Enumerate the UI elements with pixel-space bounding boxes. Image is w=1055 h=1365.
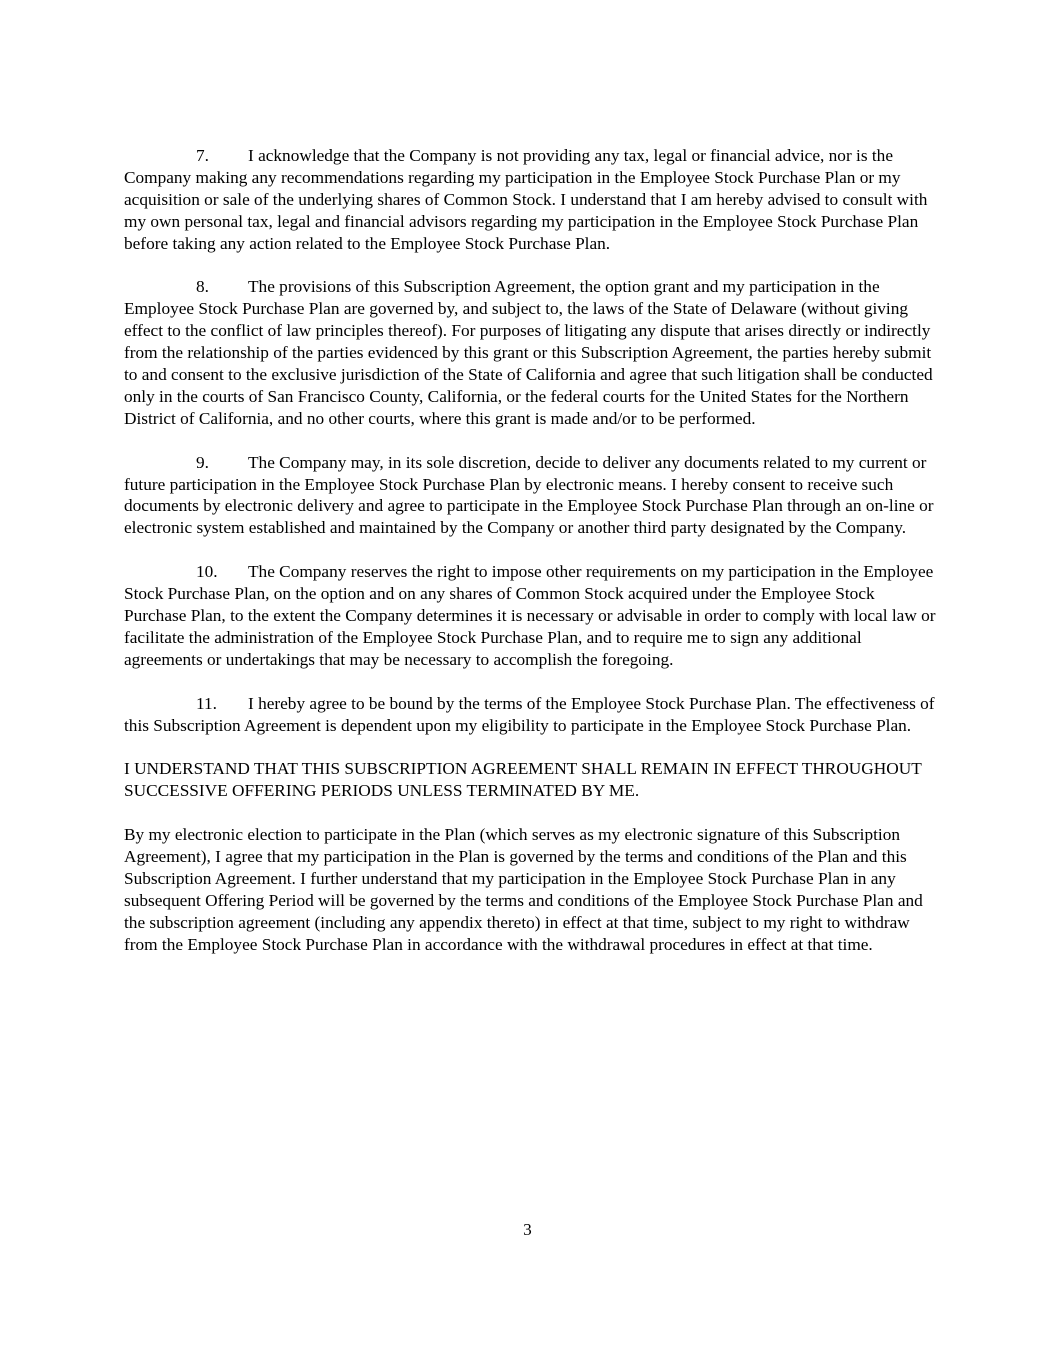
notice-paragraph: I UNDERSTAND THAT THIS SUBSCRIPTION AGREEMENT SHALL REMAIN IN EFFECT THROUGHOUT SUCCESSIVE OFFERING PERIODS UNLESS TERMINATED BY ME.: [124, 759, 922, 801]
paragraph-number: 8.: [196, 277, 209, 297]
paragraph-text: I hereby agree to be bound by the terms of the Employee Stock Purchase Plan. The effectiveness of this Subscription Agreement is dependent upon my eligibility to participate in the Employee Stock Purchase Plan.: [124, 693, 935, 735]
paragraph-number: 9.: [196, 452, 209, 472]
paragraph-text: The provisions of this Subscription Agreement, the option grant and my participation in the Employee Stock Purchase Plan are governed by, and subject to, the laws of the State of Delaware (without giving effect to the conflict of law principles thereof). For purposes of litigating any dispute that arises directly or indirectly from the relationship of the parties evidenced by this grant or this Subscription Agreement, the parties hereby submit to and consent to the exclusive jurisdiction of the State of California and agree that such litigation shall be conducted only in the courts of San Francisco County, California, or the federal courts for the United States for the Northern District of California, and no other courts, where this grant is made and/or to be performed.: [124, 277, 933, 428]
paragraph-10: [124, 561, 940, 671]
paragraph-8: [124, 276, 940, 429]
paragraph-text: The Company reserves the right to impose other requirements on my participation in the Employee Stock Purchase Plan, on the option and on any shares of Common Stock acquired under the Employee Stock Purchase Plan, to the extent the Company determines it is necessary or advisable in order to comply with local law or facilitate the administration of the Employee Stock Purchase Plan, and to require me to sign any additional agreements or undertakings that may be necessary to accomplish the foregoing.: [124, 562, 936, 669]
paragraph-11: [124, 693, 940, 737]
page-number: 3: [523, 1220, 532, 1239]
paragraph-7: [124, 145, 940, 255]
paragraph-text: The Company may, in its sole discretion, decide to deliver any documents related to my current or future participation in the Employee Stock Purchase Plan by electronic means. I hereby consent to receive such documents by electronic delivery and agree to participate in the Employee Stock Purchase Plan through an on-line or electronic system established and maintained by the Company or another third party designated by the Company.: [124, 452, 934, 538]
paragraph-number: 7.: [196, 146, 209, 165]
paragraph-number: 11.: [196, 693, 217, 713]
paragraph-text: I acknowledge that the Company is not providing any tax, legal or financial advice, nor is the Company making any recommendations regarding my participation in the Employee Stock Purchase Plan or my acquisition or sale of the underlying shares of Common Stock. I understand that I am hereby advised to consult with my own personal tax, legal and financial advisors regarding my participation in the Employee Stock Purchase Plan before taking any action related to the Employee Stock Purchase Plan.: [124, 146, 928, 253]
paragraph-number: 10.: [196, 562, 218, 582]
document-body: [124, 145, 940, 977]
paragraph-9: [124, 452, 940, 540]
closing-paragraph: By my electronic election to participate in the Plan (which serves as my electronic signature of this Subscription Agreement), I agree that my participation in the Plan is governed by the terms and conditions of the Plan and this Subscription Agreement. I further understand that my participation in the Employee Stock Purchase Plan in any subsequent Offering Period will be governed by the terms and conditions of the Employee Stock Purchase Plan and the subscription agreement (including any appendix thereto) in effect at that time, subject to my right to withdraw from the Employee Stock Purchase Plan in accordance with the withdrawal procedures in effect at that time.: [124, 825, 923, 954]
